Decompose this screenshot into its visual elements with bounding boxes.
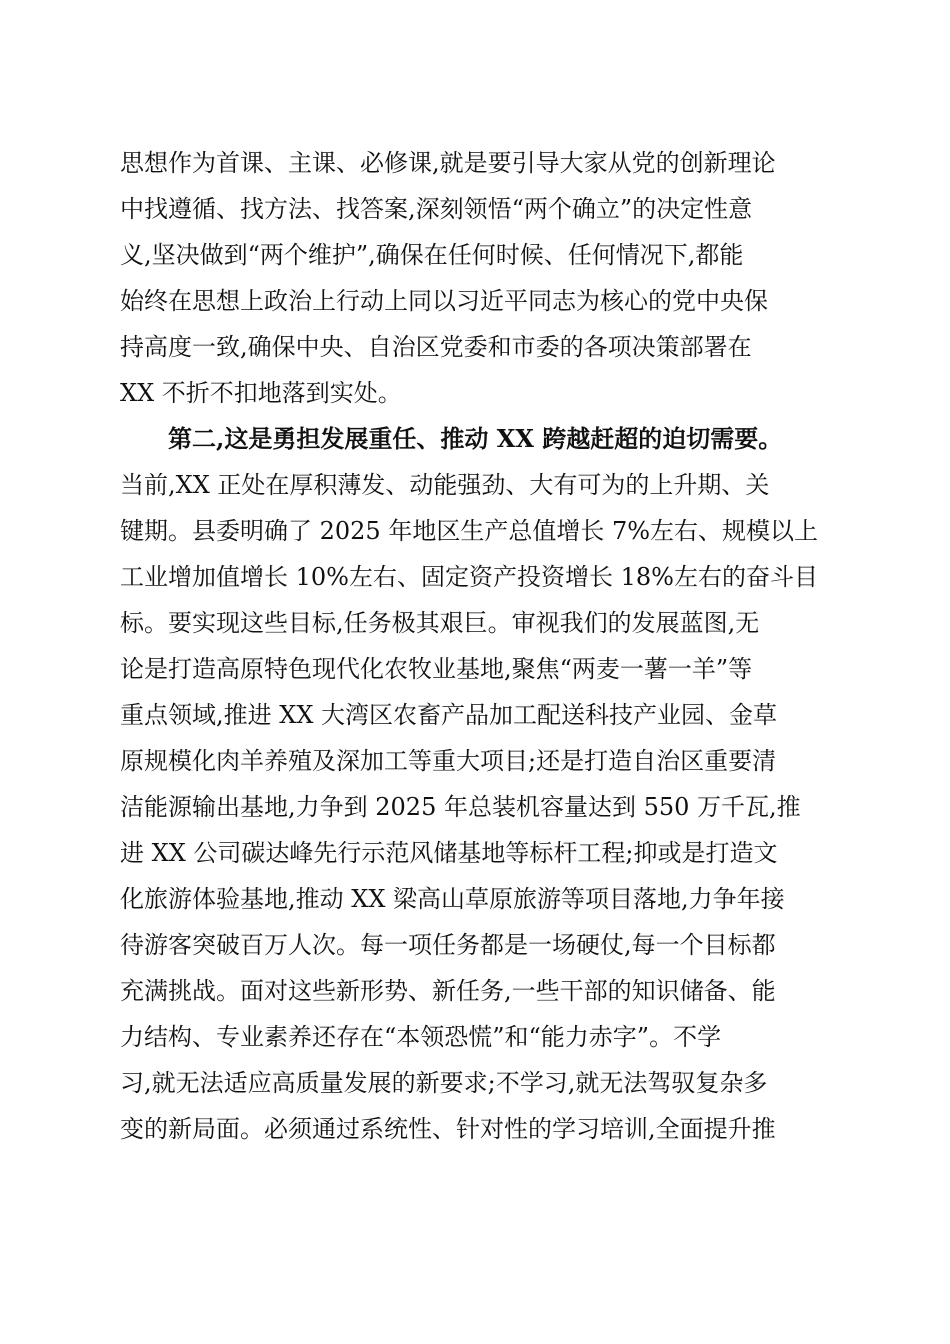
- text-line: 原规模化肉羊养殖及深加工等重大项目;还是打造自治区重要清: [120, 747, 777, 775]
- text-line: 当前,XX 正处在厚积薄发、动能强劲、大有可为的上升期、关: [120, 471, 770, 499]
- text-line: 待游客突破百万人次。每一项任务都是一场硬仗,每一个目标都: [120, 931, 776, 959]
- text-line: 标。要实现这些目标,任务极其艰巨。审视我们的发展蓝图,无: [120, 609, 760, 637]
- text-line: 思想作为首课、主课、必修课,就是要引导大家从党的创新理论: [120, 149, 776, 177]
- text-line: 习,就无法适应高质量发展的新要求;不学习,就无法驾驭复杂多: [120, 1069, 768, 1097]
- text-line: 重点领域,推进 XX 大湾区农畜产品加工配送科技产业园、金草: [120, 701, 778, 729]
- text-line: 化旅游体验基地,推动 XX 梁高山草原旅游等项目落地,力争年接: [120, 885, 785, 913]
- text-line: 键期。县委明确了 2025 年地区生产总值增长 7%左右、规模以上: [120, 517, 819, 545]
- text-line: 持高度一致,确保中央、自治区党委和市委的各项决策部署在: [120, 333, 752, 361]
- text-line: 进 XX 公司碳达峰先行示范风储基地等标杆工程;抑或是打造文: [120, 839, 778, 867]
- text-line: 力结构、专业素养还存在“本领恐慌”和“能力赤字”。不学: [120, 1023, 722, 1051]
- text-line: XX 不折不扣地落到实处。: [120, 379, 402, 407]
- section-heading-line: 第二,这是勇担发展重任、推动 XX 跨越赶超的迫切需要。: [168, 424, 783, 453]
- text-line: 变的新局面。必须通过系统性、针对性的学习培训,全面提升推: [120, 1115, 776, 1143]
- text-line: 始终在思想上政治上行动上同以习近平同志为核心的党中央保: [120, 287, 768, 315]
- text-line: 充满挑战。面对这些新形势、新任务,一些干部的知识储备、能: [120, 977, 776, 1005]
- text-line: 中找遵循、找方法、找答案,深刻领悟“两个确立”的决定性意: [120, 195, 753, 223]
- body-text: [120, 140, 840, 1152]
- text-line: 义,坚决做到“两个维护”,确保在任何时候、任何情况下,都能: [120, 241, 744, 269]
- text-line: 洁能源输出基地,力争到 2025 年总装机容量达到 550 万千瓦,推: [120, 793, 801, 821]
- text-line: 工业增加值增长 10%左右、固定资产投资增长 18%左右的奋斗目: [120, 563, 818, 591]
- text-line: 论是打造高原特色现代化农牧业基地,聚焦“两麦一薯一羊”等: [120, 655, 753, 683]
